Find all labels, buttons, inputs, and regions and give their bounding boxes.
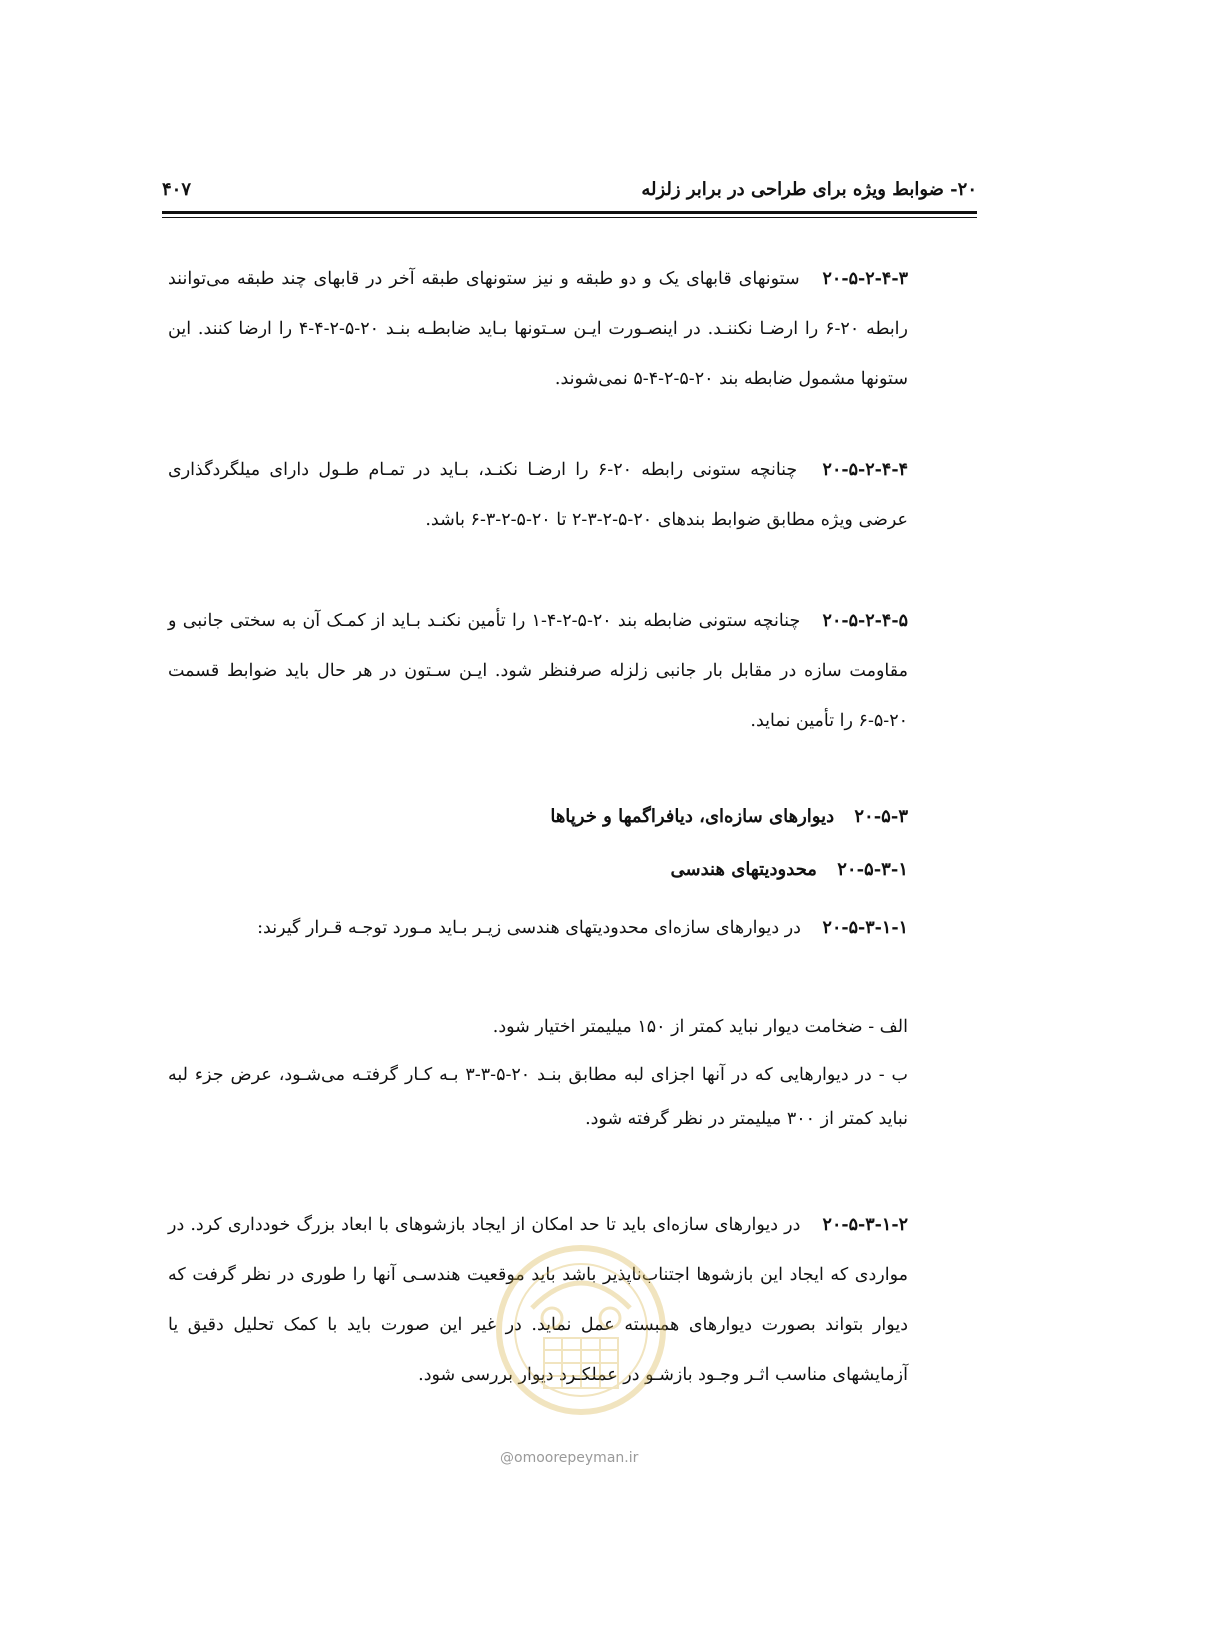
clause-number: ۲۰-۵-۲-۴-۴ [822, 460, 908, 480]
heading-text: محدودیتهای هندسی [670, 859, 817, 880]
clause-text: چنانچه ستونی رابطه ۲۰-۶ را ارضـا نکنـد، بـاید در تمـام طـول دارای میلگردگذاری عرضی ویژه مطابق ضوابط بندهای ۲۰-۵-۲-۳-۲ تا ۲۰-۵-۲-۳-۶ باشد. [168, 460, 908, 530]
watermark-url-text: omoorepeyman.ir [514, 1450, 639, 1466]
clause-text: در دیوارهای سازه‌ای محدودیتهای هندسی زیـر بـاید مـورد توجـه قـرار گیرند: [257, 918, 801, 938]
heading-text: دیوارهای سازه‌ای، دیافراگمها و خرپاها [550, 806, 835, 827]
clause-20-5-3-1-1 [168, 906, 908, 950]
header-rule-thin [162, 217, 977, 218]
watermark-seal-icon [492, 1238, 670, 1438]
at-icon: @ [500, 1450, 514, 1466]
clause-number: ۲۰-۵-۳-۱-۱ [822, 918, 908, 938]
page-number: ۴۰۷ [162, 179, 192, 200]
clause-number: ۲۰-۵-۳-۱-۲ [822, 1215, 908, 1235]
clause-20-5-2-4-5 [168, 596, 908, 746]
section-heading-20-5-3 [168, 793, 908, 841]
heading-number: ۲۰-۵-۳ [854, 806, 908, 827]
watermark-url [500, 1450, 638, 1466]
clause-number: ۲۰-۵-۲-۴-۵ [822, 611, 908, 631]
clause-number: ۲۰-۵-۲-۴-۳ [822, 269, 908, 289]
clause-20-5-2-4-4 [168, 445, 908, 545]
chapter-title: ۲۰- ضوابط ویژه برای طراحی در برابر زلزله [641, 179, 977, 200]
clause-text: چنانچه ستونی ضابطه بند ۲۰-۵-۲-۴-۱ را تأمین نکنـد بـاید از کمـک آن به سختی جانبی و مقاومت سازه در مقابل بار جانبی زلزله صرفنظر شود. ایـن سـتون در هر حال باید ضوابط قسمت ۲۰-۵-۶ را تأمین نماید. [168, 611, 908, 731]
list-item-a [168, 1007, 908, 1047]
header-rule-thick [162, 211, 977, 214]
page-header [162, 172, 977, 200]
heading-number: ۲۰-۵-۳-۱ [837, 859, 908, 880]
clause-text: در دیوارهای سازه‌ای باید تا حد امکان از ایجاد بازشوهای با ابعاد بزرگ خودداری کرد. در مواردی که ایجاد این بازشوها اجتناب‌ناپذیر باشد باید موقعیت هندسـی آنها را طوری در نظر گرفت که دیوار بتواند بصورت دیوارهای همبسته عمل نماید. در غیر این صورت باید با کمک تحلیل دقیق یا آزمایشهای مناسب اثـر وجـود بازشـو در عملکـرد دیوار بررسی شود. [168, 1215, 908, 1385]
list-item-text: الف - ضخامت دیوار نباید کمتر از ۱۵۰ میلیمتر اختیار شود. [492, 1017, 908, 1037]
clause-20-5-2-4-3 [168, 254, 908, 404]
list-item-text: ب - در دیوارهایی که در آنها اجزای لبه مطابق بنـد ۲۰-۵-۳-۳ بـه کـار گرفتـه می‌شـود، عرض جزء لبه نباید کمتر از ۳۰۰ میلیمتر در نظر گرفته شود. [168, 1065, 909, 1129]
list-item-b [168, 1053, 908, 1141]
subsection-heading-20-5-3-1 [168, 846, 908, 894]
clause-text: ستونهای قابهای یک و دو طبقه و نیز ستونهای طبقه آخر در قابهای چند طبقه می‌توانند رابطه ۲۰-۶ را ارضـا نکننـد. در اینصـورت ایـن سـتونها بـاید ضابطـه بنـد ۲۰-۵-۲-۴-۴ را ارضا کنند. این ستونها مشمول ضابطه بند ۲۰-۵-۲-۴-۵ نمی‌شوند. [168, 269, 908, 389]
